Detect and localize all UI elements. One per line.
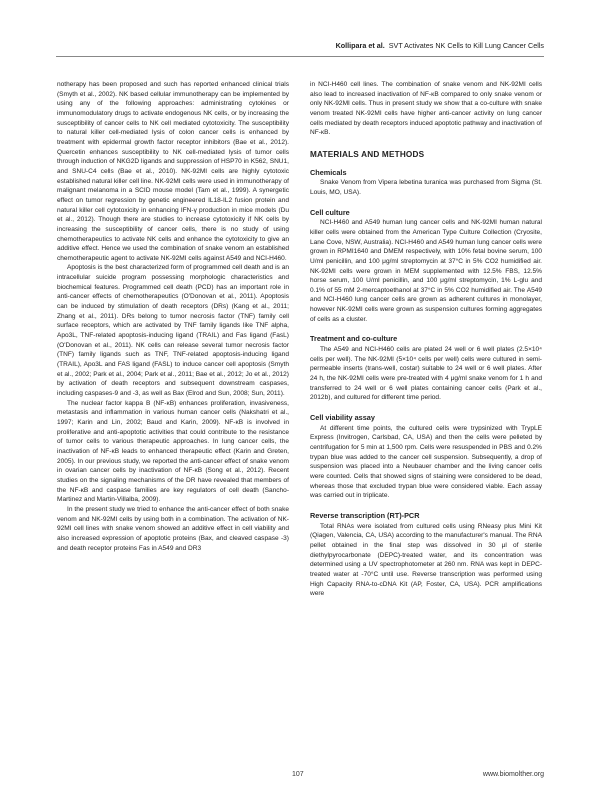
subsection-heading: Cell viability assay: [310, 413, 375, 423]
paragraph: Total RNAs were isolated from cultured cells using RNeasy plus Mini Kit (Qiagen, Valencia, CA, USA) according to the manufacturer's manual. The RNA pellet obtained in the final step was dissolved in 30 μl of sterile diethylpyrocarbonate (DEPC)-treated water, and its concentration was determined using a UV spectrophotometer at 260 nm. RNA was kept in DEPC-treated water at -70°C until use. Reverse transcription was performed using High Capacity RNA-to-cDNA Kit (AP, Foster, CA, USA). PCR amplifications were: [310, 522, 542, 598]
paragraph: At different time points, the cultured cells were trypsinized with TrypLE Express (Invitrogen, Carlsbad, CA, USA) and then the cells were pelleted by centrifugation for 5 min at 1,500 rpm. Cells were resuspended in PBS and 0.2% trypan blue was added to the cancer cell suspension. Subsequently, a drop of suspension was placed into a Neubauer chamber and the living cancer cells were counted. Cells that showed signs of staining were considered to be dead, whereas those that excluded trypan blue were considered viable. Each assay was carried out in triplicate.: [310, 424, 542, 500]
left-column: [57, 80, 289, 553]
paragraph: Apoptosis is the best characterized form of programmed cell death and is an intracellular suicide program possessing morphologic characteristics and biochemical features. Programmed cell death (PCD) has an important role in anti-cancer effects of chemotherapeutics (O'Donovan et al., 2011). Apoptosis can be induced by stimulation of death receptors (DRs) (Kang et al., 2011; Zhang et al., 2011). DRs belong to tumor necrosis factor (TNF) family cell surface receptors, which are activated by TNF family ligands like TNF alpha, Apo3L, TNF-related apoptosis-inducing ligand (TRAIL) and Fas ligand (FasL) (O'Donovan et al., 2011). NK cells can release several tumor necrosis factor (TNF) family ligands such as TNF, TNF-related apoptosis-inducing ligand (TRAIL), Apo3L and FAS ligand (FASL) to induce cancer cell apoptosis (Smyth et al., 2002; Park et al., 2004; Park et al., 2011; Bae et al., 2012; Jo et al., 2012) by activation of death receptors and subsequent downstream caspases, including caspases-9 and -3, as well as Bax (Elrod and Sun, 2008; Sun, 2011).: [57, 264, 289, 397]
subsection-heading: Cell culture: [310, 207, 350, 217]
paragraph: in NCI-H460 cell lines. The combination of snake venom and NK-92MI cells also lead to increased inactivation of NF-κB compared to only snake venom or only NK-92MI cells. Thus in present study we show that a co-culture with snake venom treated NK-92MI cells have higher anti-cancer activity on lung cancer cells mediated by death receptors induced apoptotic pathway and inactivation of NF-κB.: [310, 81, 542, 137]
paragraph: The nuclear factor kappa B (NF-κB) enhances proliferation, invasiveness, metastasis and inflammation in various human cancer cells (Nakshatri et al., 1997; Karin and Lin, 2002; Baud and Karin, 2009). NF-κB is involved in proliferative and anti-apoptotic activities that could contribute to the resistance of tumor cells to various therapeutic approaches. In lung cancer cells, the inactivation of NF-κB leads to enhanced therapeutic effect (Karin and Greten, 2005). In our previous study, we reported the anti-cancer effect of snake venom in ovarian cancer cells by inactivation of NF-κB (Song et al., 2012). Recent studies on the signaling mechanisms of the DR have revealed that members of the NF-κB and caspase families are key regulators of cell death (Sancho-Martinez and Martin-Villalba, 2009).: [57, 399, 289, 504]
paragraph: NCI-H460 and A549 human lung cancer cells and NK-92MI human natural killer cells were obtained from the American Type Culture Collection (Cryosite, Lane Cove, NSW, Australia). NCI-H460 and A549 human lung cancer cells were grown in RPMI1640 and DMEM respectively, with 10% fetal bovine serum, 100 U/ml penicillin, and 100 μg/ml streptomycin at 37°C in 5% CO2 humidified air. NK-92MI cells were grown in MEM supplemented with 12.5% FBS, 12.5% horse serum, 100 U/ml penicillin, and 100 μg/ml streptomycin, 1% L-glu and 0.1% of 55 mM 2-mercaptoethanol at 37°C in 5% CO2 humidified air. The A549 and NCI-H460 lung cancer cells are grown as adherent cultures in monolayer, however NK-92MI cells were grown as suspension cultures forming aggregates of cells as a cluster.: [310, 219, 542, 323]
header-authors: Kollipara et al.: [335, 41, 385, 50]
right-column: [310, 80, 542, 599]
section-heading-methods: MATERIALS AND METHODS: [310, 149, 425, 159]
subsection-heading: Chemicals: [310, 167, 347, 177]
subsection-heading: Reverse transcription (RT)-PCR: [310, 510, 420, 520]
paragraph: notherapy has been proposed and such has reported enhanced clinical trials (Smyth et al., 2002). NK based cellular immunotherapy can be implemented by using any of the following approaches: administrating cytokines or immunomodulatory drugs to activate endogenous NK cells, or by increasing the susceptibility of cancer cells to NK cell mediated cytotoxicity. The susceptibility to natural killer cell-mediated lysis of colon cancer cells is enhanced by treatment with epidermal growth factor receptor inhibitors (Bae et al., 2012). Quercetin enhances susceptibility to NK cell-mediated lysis of tumor cells through induction of NKG2D ligands and suppression of HSP70 in K562, SNU1, and SNU-C4 cells (Bae et al., 2010). NK-92MI cells are highly cytotoxic established natural killer cell line. NK-92MI cells were used in immunotherapy of malignant melanoma in a SCID mouse model (Tam et al., 1999). A synergetic effect on tumor regression by genetic engineered IL18-IL2 fusion protein and natural killer cell cytotoxicity in enhancing IFN-γ production in mice models (Du et al., 2012). Though there are studies to increase cytotoxicity if NK cells by increasing the susceptibility of cancer cells, there is no study of using chemotherapeutics to activate NK cells and enhance the cytotoxicity to give an additive effect. Hence we used the combination of snake venom an established chemotherapeutic agent to activate NK-92MI cells against A549 and NCI-H460.: [57, 81, 289, 262]
paragraph: The A549 and NCI-H460 cells are plated 24 well or 6 well plates (2.5×10⁴ cells per well). The NK-92MI (5×10⁴ cells per well) cells were cultured in semi-permeable inserts (trans-well, costar) suitable to 24 well or 6 well plates. After 24 h, the NK-92MI cells were pre-treated with 4 μg/ml snake venom for 1 h and transferred to 24 well or 6 well plates containing cancer cells (Park et al., 2012b), and cultured for different time period.: [310, 346, 542, 402]
header-rule: [56, 56, 544, 57]
running-header: [336, 41, 544, 50]
paragraph: In the present study we tried to enhance the anti-cancer effect of both snake venom and NK-92MI cells by using both in a combination. The activation of NK-92MI cell lines with snake venom showed an additive effect in cell viability and also increased expression of apoptotic proteins (Bax, and cleaved caspase -3) and death receptor proteins Fas in A549 and DR3: [57, 505, 289, 552]
subsection-heading: Treatment and co-culture: [310, 334, 398, 344]
page-number: 107: [292, 771, 304, 778]
header-title: SVT Activates NK Cells to Kill Lung Cancer Cells: [388, 41, 544, 50]
journal-url[interactable]: www.biomolther.org: [482, 771, 544, 778]
paragraph: Snake Venom from Vipera lebetina turanica was purchased from Sigma (St. Louis, MO, USA).: [310, 179, 542, 196]
